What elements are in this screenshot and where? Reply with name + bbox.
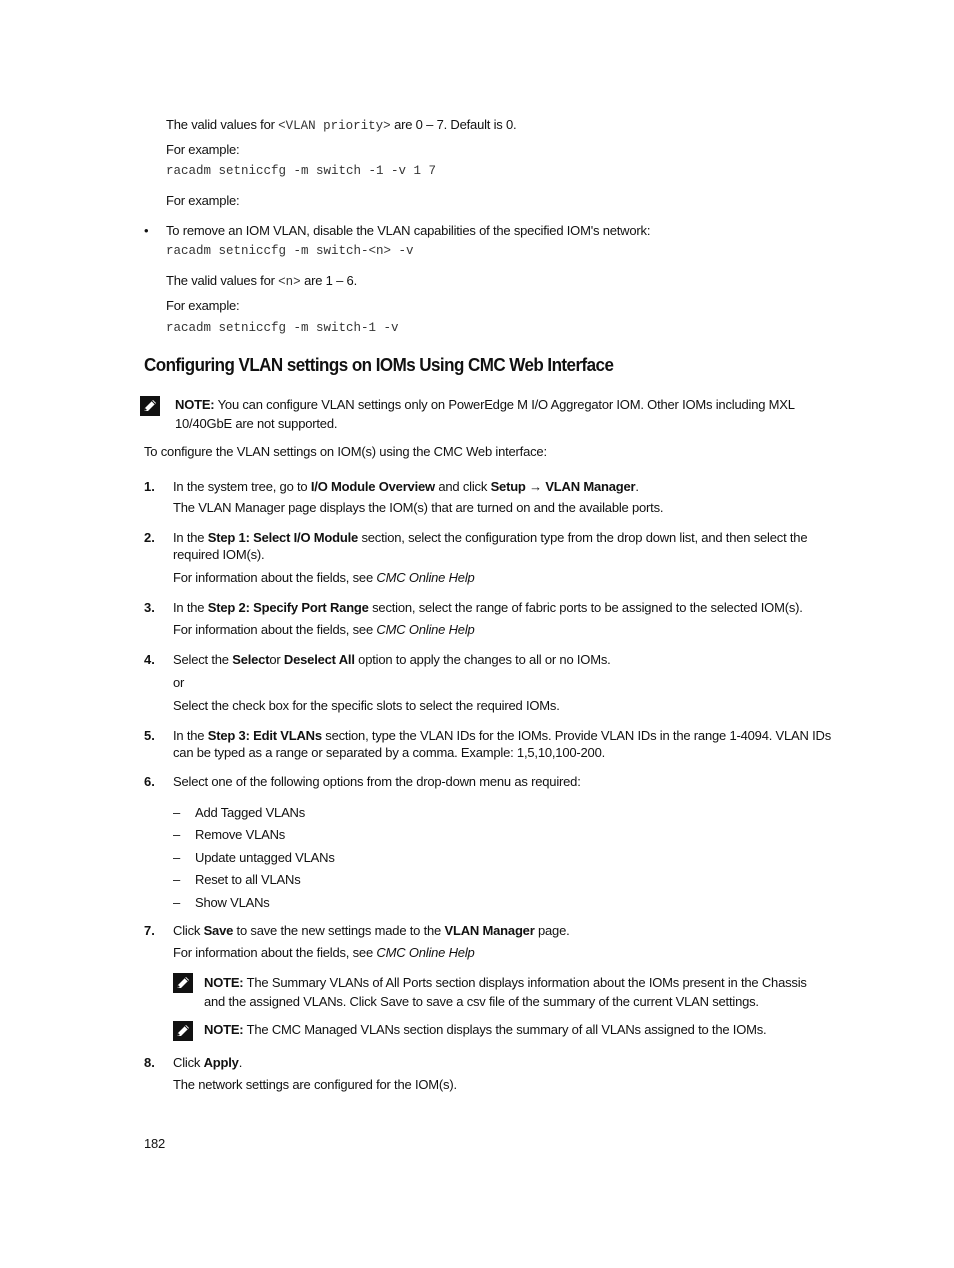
bullet-text: To remove an IOM VLAN, disable the VLAN capabilities of the specified IOM's network:: [166, 223, 651, 238]
ui-term: Step 2: Specify Port Range: [207, 600, 369, 615]
step-3-sub: [173, 621, 475, 638]
for-example-label: For example:: [166, 193, 240, 208]
bullet-marker: •: [144, 223, 149, 238]
note-body: The Summary VLANs of All Ports section displays information about the IOMs present in the Chassis and the assigned VLANs. Click Save to save a csv file of the summary of the current VLAN settings.: [204, 975, 807, 1009]
step-4-sub: Select the check box for the specific slots to select the required IOMs.: [173, 698, 560, 713]
step-7-text: [173, 922, 570, 939]
text-fragment: page.: [534, 923, 570, 938]
text-fragment: section, type the VLAN IDs for the IOMs. Provide VLAN IDs in the range 1-4094. VLAN IDs can be typed as a range or separated by a comma. Example: 1,5,10,100-200.: [173, 728, 832, 760]
note-pencil-icon: [173, 1021, 193, 1041]
note-body: The CMC Managed VLANs section displays the summary of all VLANs assigned to the IOMs.: [243, 1022, 767, 1037]
note-label: NOTE:: [204, 975, 244, 990]
note-text: [204, 1021, 766, 1038]
ui-term: Deselect All: [283, 652, 355, 667]
code-example: racadm setniccfg -m switch-<n> -v: [166, 244, 414, 258]
note-pencil-icon: [173, 973, 193, 993]
text-fragment: In the system tree, go to: [173, 479, 311, 494]
step-2-text: [173, 529, 833, 563]
ui-term: Step 3: Edit VLANs: [207, 728, 322, 743]
help-reference: CMC Online Help: [376, 945, 475, 960]
note-pencil-icon: [140, 396, 160, 416]
intro-text: To configure the VLAN settings on IOM(s) using the CMC Web interface:: [144, 444, 547, 459]
ui-term: Step 1: Select I/O Module: [207, 530, 359, 545]
code-example: racadm setniccfg -m switch -1 -v 1 7: [166, 164, 437, 178]
ui-term: Setup: [490, 479, 526, 494]
text-fragment: section, select the range of fabric ports to be assigned to the selected IOM(s).: [368, 600, 803, 615]
option-item: Add Tagged VLANs: [195, 805, 306, 820]
dash-marker: –: [173, 805, 181, 820]
option-item: Show VLANs: [195, 895, 270, 910]
text-fragment: The valid values for: [166, 117, 279, 132]
option-item: Reset to all VLANs: [195, 872, 301, 887]
text-fragment: In the: [173, 600, 208, 615]
step-8-text: [173, 1054, 242, 1071]
ui-term: I/O Module Overview: [310, 479, 435, 494]
valid-n-text: [166, 272, 357, 291]
step-number: 3.: [144, 600, 155, 615]
note-text: [204, 973, 826, 1011]
step-4-or: or: [173, 675, 185, 690]
for-example-label: For example:: [166, 142, 240, 157]
text-fragment: Select the: [173, 652, 233, 667]
text-fragment: Click: [173, 1055, 204, 1070]
text-fragment: section, select the configuration type from the drop down list, and then select the required IOM(s).: [173, 530, 808, 562]
dash-marker: –: [173, 895, 181, 910]
text-fragment: option to apply the changes to all or no IOMs.: [354, 652, 611, 667]
dash-marker: –: [173, 850, 181, 865]
note-label: NOTE:: [175, 397, 215, 412]
text-fragment: .: [238, 1055, 243, 1070]
help-reference: CMC Online Help: [376, 570, 475, 585]
dash-marker: –: [173, 872, 181, 887]
step-1-text: [173, 478, 639, 495]
text-fragment: For information about the fields, see: [173, 622, 377, 637]
option-item: Update untagged VLANs: [195, 850, 335, 865]
step-number: 8.: [144, 1055, 155, 1070]
ui-term: Save: [203, 923, 234, 938]
text-fragment: For information about the fields, see: [173, 945, 377, 960]
ui-term: VLAN Manager: [545, 479, 636, 494]
arrow-text: →: [525, 479, 546, 494]
valid-priority-text: [166, 116, 516, 135]
step-number: 1.: [144, 479, 155, 494]
text-fragment: and click: [434, 479, 491, 494]
step-7-sub: [173, 944, 475, 961]
step-8-sub: The network settings are configured for the IOM(s).: [173, 1077, 457, 1092]
text-fragment: are 0 – 7. Default is 0.: [390, 117, 517, 132]
ui-term: Apply: [203, 1055, 239, 1070]
text-fragment: In the: [173, 530, 208, 545]
step-1-sub: The VLAN Manager page displays the IOM(s) that are turned on and the available ports.: [173, 500, 664, 515]
for-example-label: For example:: [166, 298, 240, 313]
step-2-sub: [173, 569, 475, 586]
code-fragment: <VLAN priority>: [278, 119, 391, 133]
note-text: [175, 395, 825, 433]
page-number: 182: [144, 1136, 166, 1151]
code-example: racadm setniccfg -m switch-1 -v: [166, 321, 399, 335]
step-number: 6.: [144, 774, 155, 789]
text-fragment: In the: [173, 728, 208, 743]
text-fragment: Click: [173, 923, 204, 938]
help-reference: CMC Online Help: [376, 622, 475, 637]
step-6-text: Select one of the following options from the drop-down menu as required:: [173, 774, 581, 789]
ui-term: Select: [232, 652, 270, 667]
text-fragment: are 1 – 6.: [300, 273, 357, 288]
step-number: 7.: [144, 923, 155, 938]
ui-term: VLAN Manager: [444, 923, 535, 938]
code-fragment: <n>: [278, 275, 301, 289]
section-heading: Configuring VLAN settings on IOMs Using CMC Web Interface: [144, 354, 614, 375]
note-body: You can configure VLAN settings only on PowerEdge M I/O Aggregator IOM. Other IOMs including MXL 10/40GbE are not supported.: [175, 397, 795, 431]
dash-marker: –: [173, 827, 181, 842]
step-4-text: [173, 651, 611, 668]
text-fragment: .: [635, 479, 639, 494]
step-number: 2.: [144, 530, 155, 545]
step-number: 4.: [144, 652, 155, 667]
text-fragment: The valid values for: [166, 273, 279, 288]
option-item: Remove VLANs: [195, 827, 286, 842]
note-label: NOTE:: [204, 1022, 244, 1037]
text-fragment: For information about the fields, see: [173, 570, 377, 585]
step-3-text: [173, 599, 803, 616]
step-number: 5.: [144, 728, 155, 743]
text-fragment: or: [269, 652, 284, 667]
step-5-text: [173, 727, 835, 761]
text-fragment: to save the new settings made to the: [233, 923, 445, 938]
